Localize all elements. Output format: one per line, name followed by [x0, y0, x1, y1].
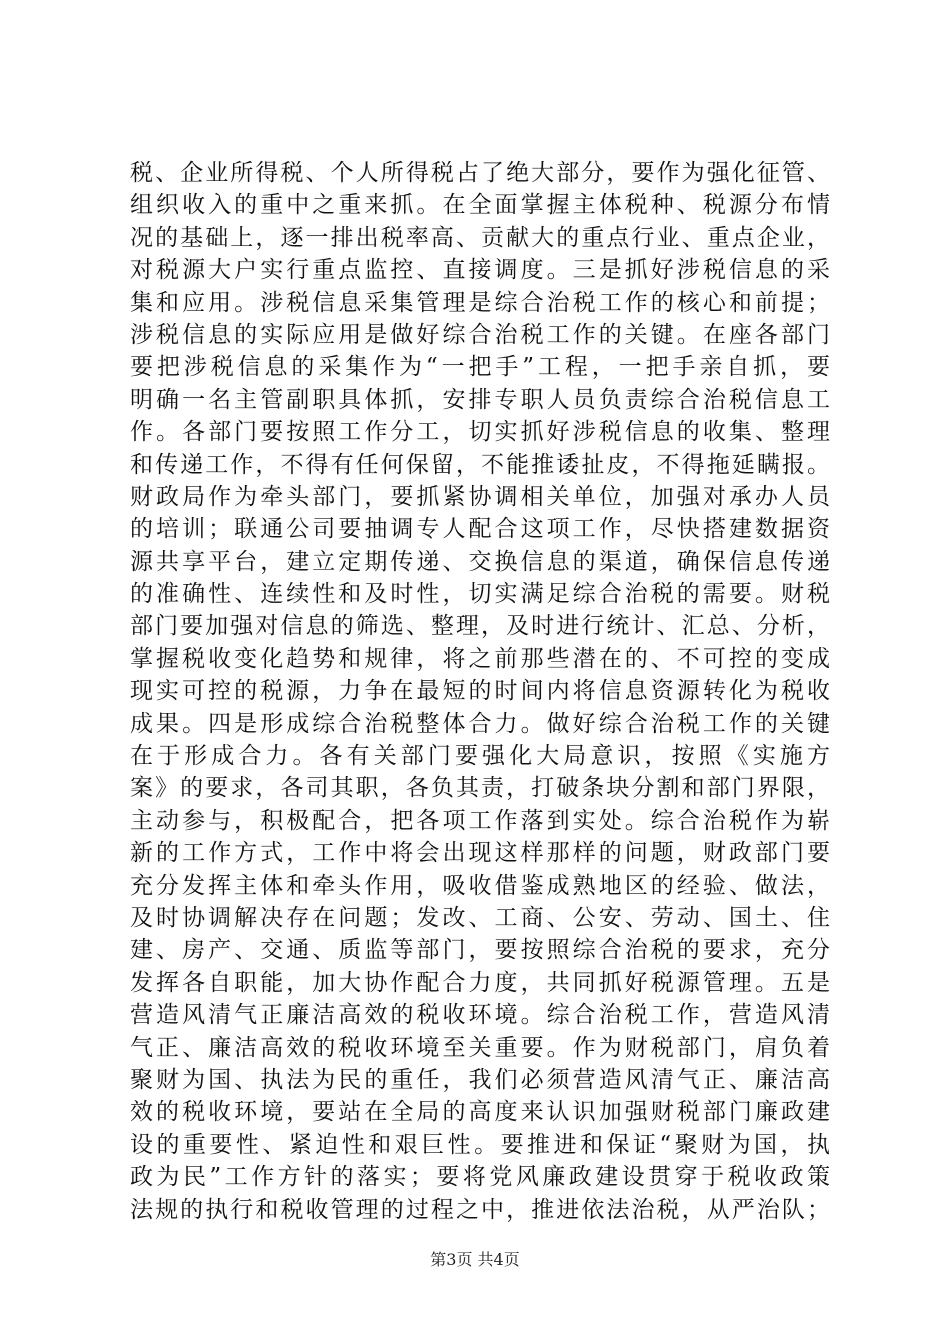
- text-line: 要把涉税信息的采集作为“一把手”工程，一把手亲自抓，要: [130, 354, 830, 381]
- text-line: 的培训；联通公司要抽调专人配合这项工作，尽快搭建数据资: [130, 516, 830, 543]
- text-line: 设的重要性、紧迫性和艰巨性。要推进和保证“聚财为国，执: [130, 1131, 830, 1158]
- text-line: 法规的执行和税收管理的过程之中，推进依法治税，从严治队；: [130, 1196, 830, 1223]
- text-line: 源共享平台，建立定期传递、交换信息的渠道，确保信息传递: [130, 548, 830, 575]
- body-paragraph: [130, 157, 830, 1226]
- text-line: 气正、廉洁高效的税收环境至关重要。作为财税部门，肩负着: [130, 1034, 830, 1061]
- text-line: 对税源大户实行重点监控、直接调度。三是抓好涉税信息的采: [130, 257, 830, 284]
- text-line: 税、企业所得税、个人所得税占了绝大部分，要作为强化征管、: [130, 160, 830, 186]
- text-line: 部门要加强对信息的筛选、整理，及时进行统计、汇总、分析，: [130, 613, 830, 640]
- text-line: 发挥各自职能，加大协作配合力度，共同抓好税源管理。五是: [130, 969, 830, 996]
- text-line: 主动参与，积极配合，把各项工作落到实处。综合治税作为崭: [130, 807, 830, 834]
- page-footer: 第3页 共4页: [430, 1250, 520, 1269]
- text-line: 财政局作为牵头部门，要抓紧协调相关单位，加强对承办人员: [130, 483, 830, 510]
- text-line: 新的工作方式，工作中将会出现这样那样的问题，财政部门要: [130, 840, 830, 867]
- text-line: 的准确性、连续性和及时性，切实满足综合治税的需要。财税: [130, 581, 830, 608]
- text-line: 案》的要求，各司其职，各负其责，打破条块分割和部门界限，: [130, 775, 830, 802]
- text-line: 和传递工作，不得有任何保留，不能推诿扯皮，不得拖延瞒报。: [130, 451, 830, 478]
- text-line: 政为民”工作方针的落实；要将党风廉政建设贯穿于税收政策: [130, 1164, 830, 1191]
- text-line: 在于形成合力。各有关部门要强化大局意识，按照《实施方: [130, 743, 830, 770]
- text-line: 作。各部门要按照工作分工，切实抓好涉税信息的收集、整理: [130, 419, 830, 446]
- text-line: 涉税信息的实际应用是做好综合治税工作的关键。在座各部门: [130, 321, 830, 348]
- text-line: 充分发挥主体和牵头作用，吸收借鉴成熟地区的经验、做法，: [130, 872, 830, 899]
- text-line: 现实可控的税源，力争在最短的时间内将信息资源转化为税收: [130, 678, 830, 705]
- text-line: 成果。四是形成综合治税整体合力。做好综合治税工作的关键: [130, 710, 830, 737]
- text-line: 组织收入的重中之重来抓。在全面掌握主体税种、税源分布情: [130, 192, 830, 219]
- text-line: 营造风清气正廉洁高效的税收环境。综合治税工作，营造风清: [130, 1002, 830, 1029]
- text-line: 掌握税收变化趋势和规律，将之前那些潜在的、不可控的变成: [130, 645, 830, 672]
- text-line: 及时协调解决存在问题；发改、工商、公安、劳动、国土、住: [130, 904, 830, 931]
- text-line: 明确一名主管副职具体抓，安排专职人员负责综合治税信息工: [130, 386, 830, 413]
- text-line: 况的基础上，逐一排出税率高、贡献大的重点行业、重点企业，: [130, 224, 830, 251]
- text-line: 效的税收环境，要站在全局的高度来认识加强财税部门廉政建: [130, 1099, 830, 1126]
- text-line: 聚财为国、执法为民的重任，我们必须营造风清气正、廉洁高: [130, 1066, 830, 1093]
- text-line: 建、房产、交通、质监等部门，要按照综合治税的要求，充分: [130, 937, 830, 964]
- text-line: 集和应用。涉税信息采集管理是综合治税工作的核心和前提；: [130, 289, 830, 316]
